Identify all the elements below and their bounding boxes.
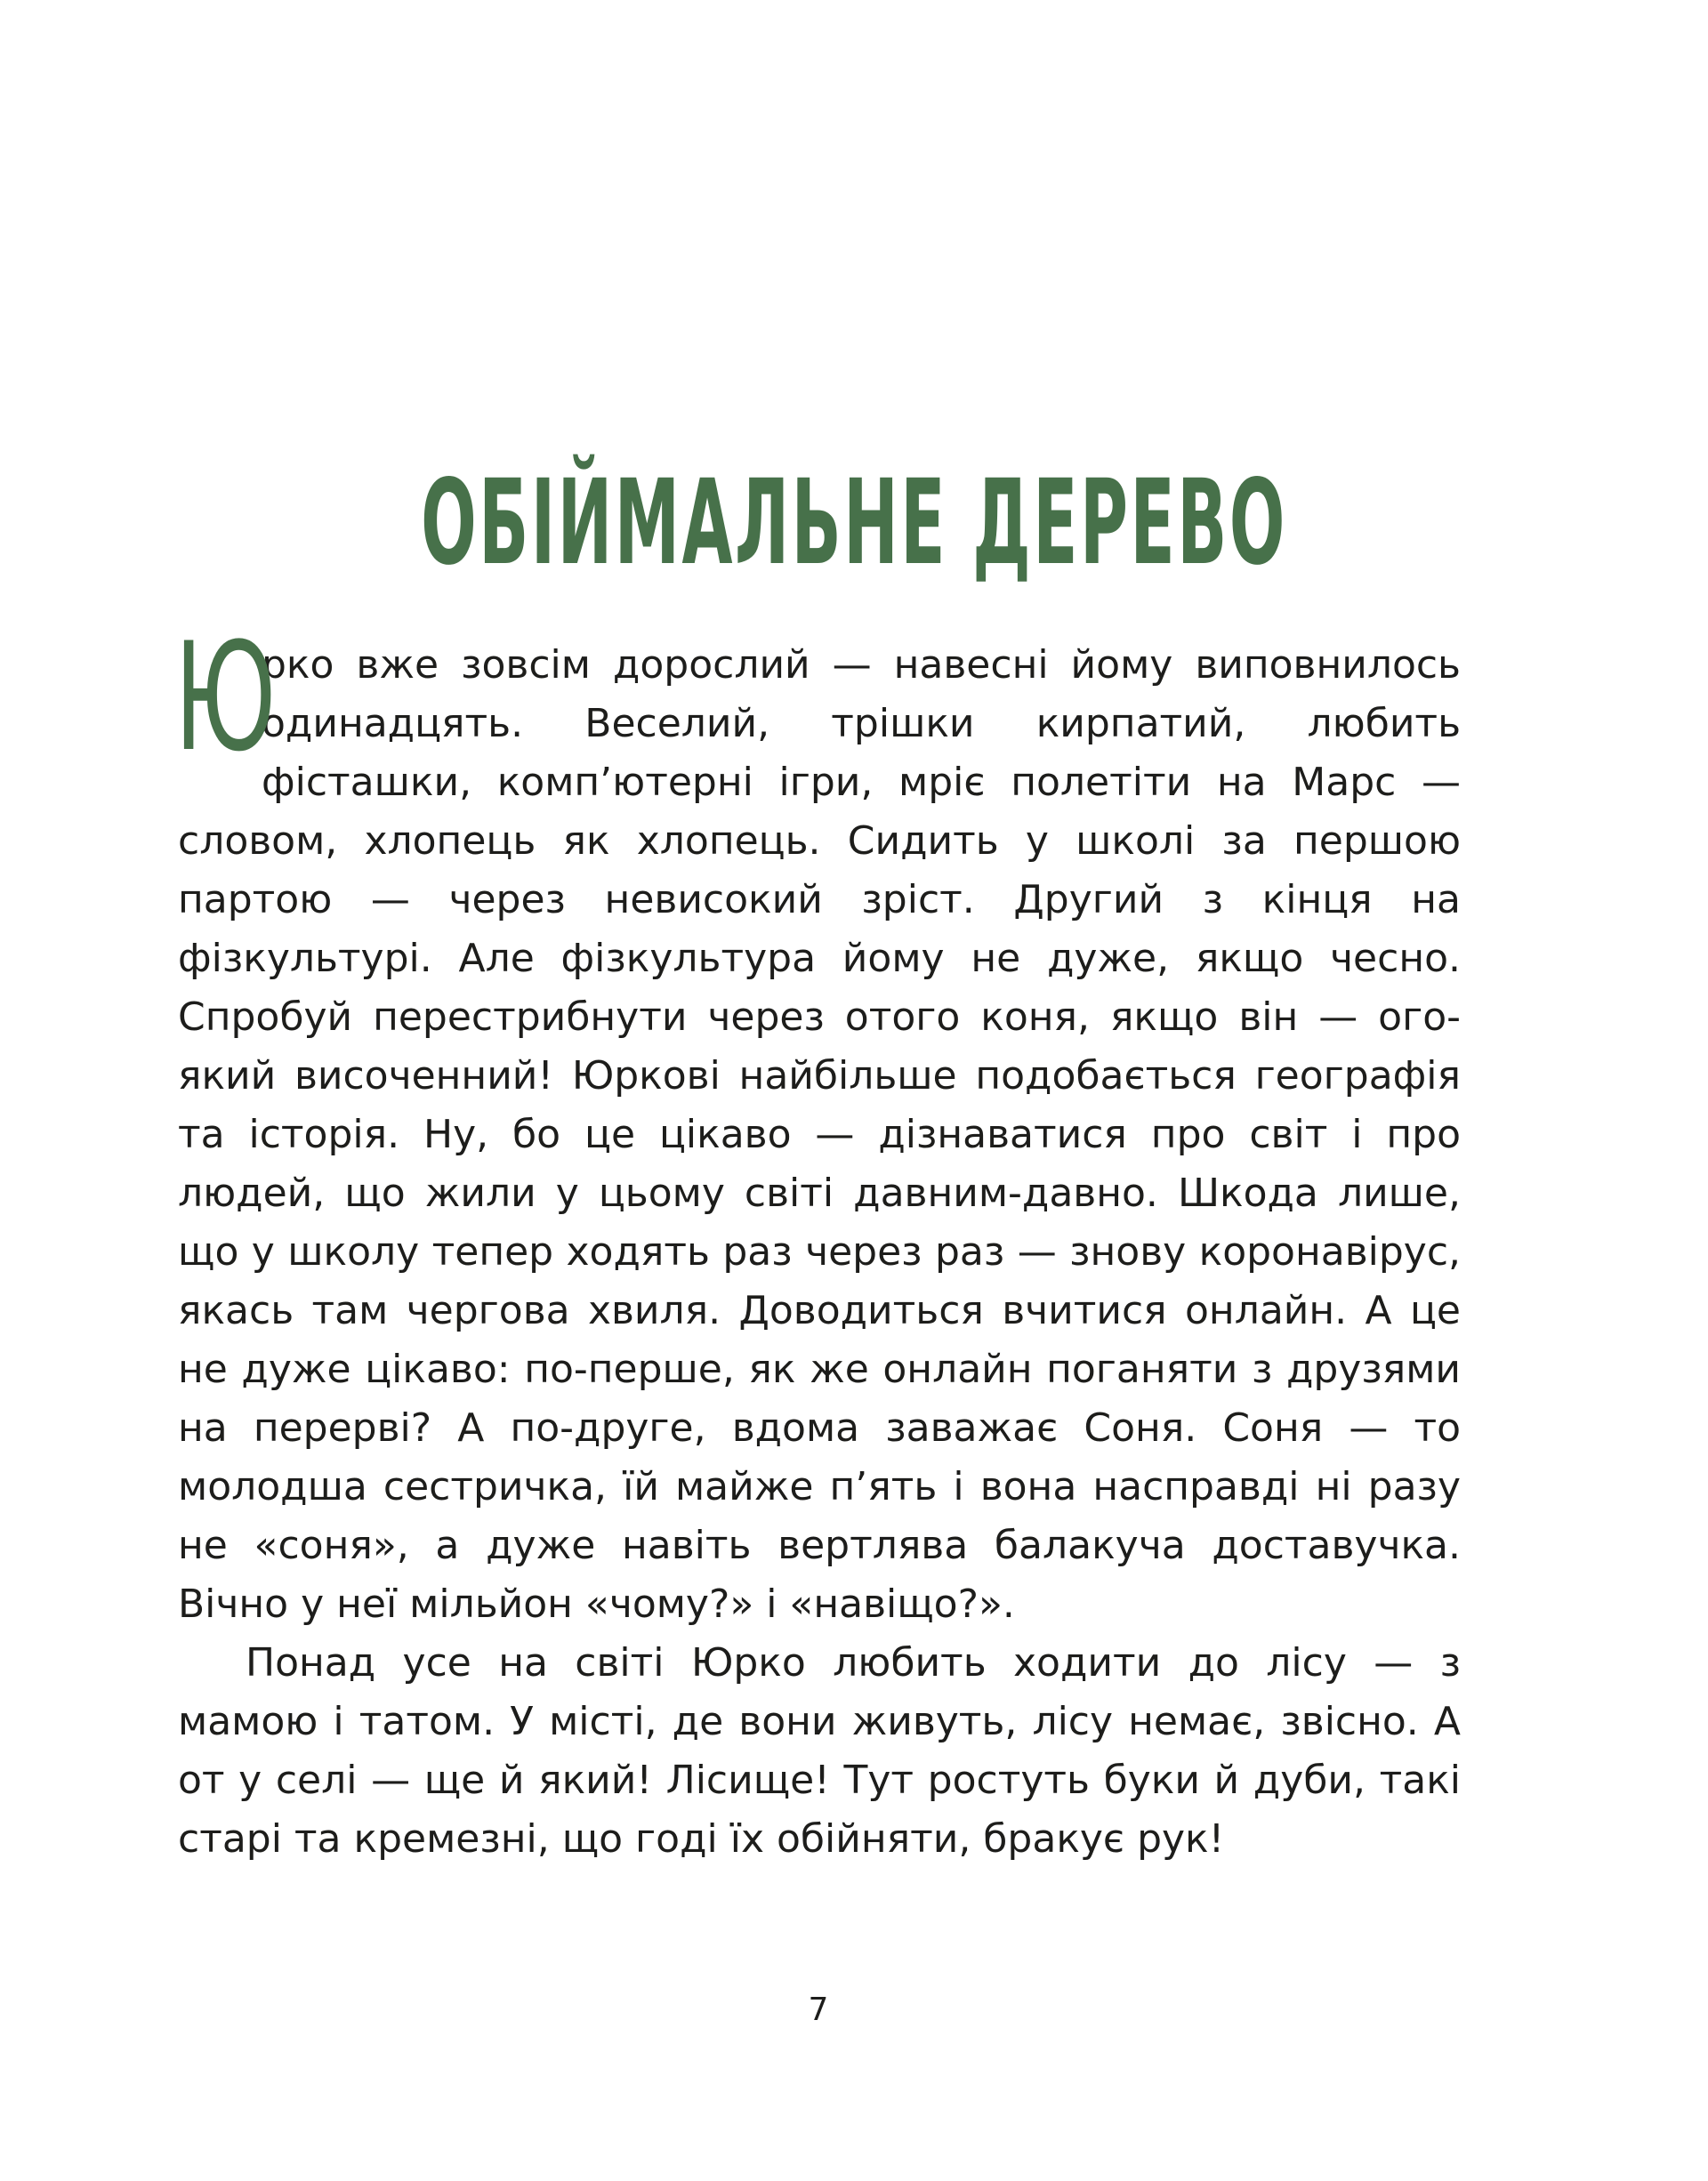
drop-cap: Ю — [174, 610, 277, 785]
paragraph — [174, 610, 1461, 1634]
paragraph: Понад усе на світі Юрко любить ходити до лісу — з мамою і татом. У місті, де вони живуть, лісу немає, звісно. А от у селі — ще й який! Лісище! Тут ростуть буки й дуби, такі старі та кремезні, що годі їх обійняти, бракує рук! — [178, 1640, 1461, 1862]
paragraph-text: рко вже зовсім дорослий — навесні йому виповнилось одинадцять. Веселий, трішки кирпатий, любить фісташки, комп’ютерні ігри, мріє полетіти на Марс — словом, хлопець як хлопець. Сидить у школі за першою партою — через невисокий зріст. Другий з кінця на фізкультурі. Але фізкультура йому не дуже, якщо чесно. Спробуй перестрибнути через отого коня, якщо він — ого-який височенний! Юркові найбільше подобається географія та історія. Ну, бо це цікаво — дізнаватися про світ і про людей, що жили у цьому світі давним-давно. Шкода лише, що у школу тепер ходять раз через раз — знову коронавірус, якась там чергова хвиля. Доводиться вчитися онлайн. А це не дуже цікаво: по-перше, як же онлайн поганяти з друзями на перерві? А по-друге, вдома заважає Соня. Соня — то молодша сестричка, їй майже п’ять і вона насправді ні разу не «соня», а дуже навіть вертлява балакуча доставучка. Вічно у неї мільйон «чому?» і «навіщо?». — [178, 642, 1461, 1627]
page-title: ОБІЙМАЛЬНЕ ДЕРЕВО — [421, 455, 1287, 592]
body-text — [174, 610, 1461, 1869]
page-number: 7 — [808, 1992, 829, 2028]
